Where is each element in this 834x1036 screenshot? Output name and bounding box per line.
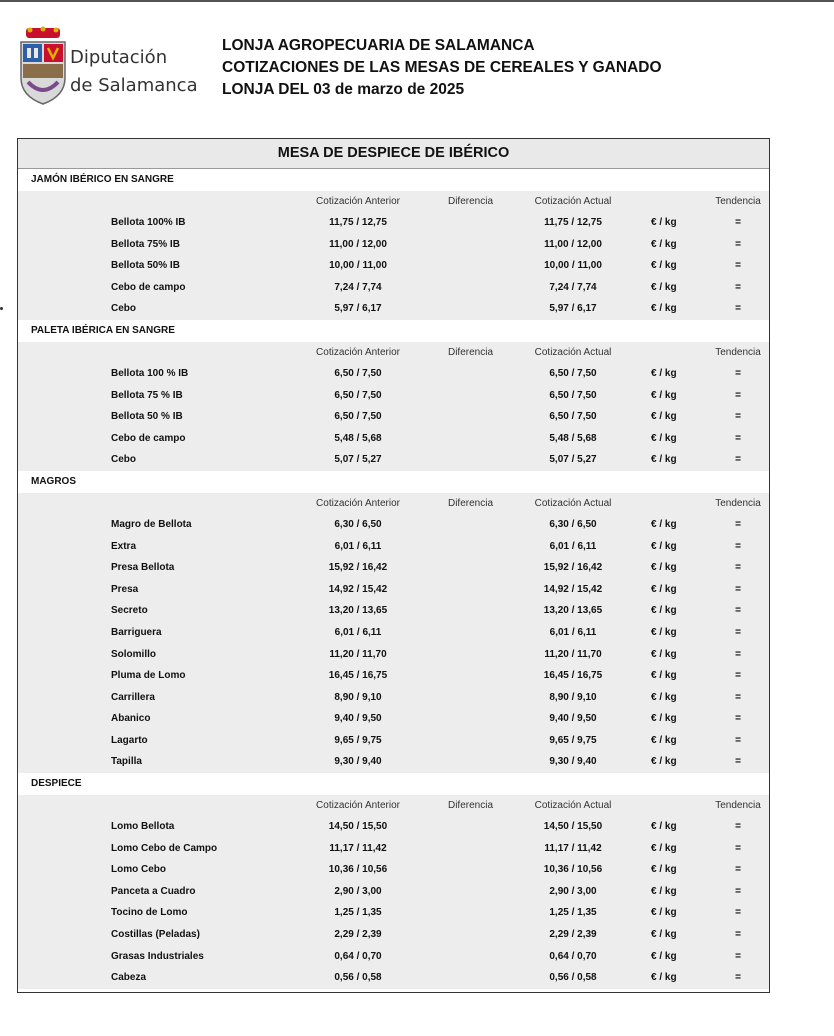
trend-value: = [735,217,741,228]
table-row [18,536,769,558]
section-title: DESPIECE [18,773,769,795]
table-row [18,428,769,450]
trend-value: = [735,260,741,272]
table-row [18,838,769,860]
header-line-3: LONJA DEL 03 de marzo de 2025 [222,81,465,98]
column-header-trend: Tendencia [715,196,761,207]
header-line-2: COTIZACIONES DE LAS MESAS DE CEREALES Y GANADO [222,59,662,76]
price-unit: € / kg [651,367,677,379]
previous-price: 5,97 / 6,17 [334,303,382,315]
current-price: 6,50 / 7,50 [549,389,597,401]
price-unit: € / kg [651,713,677,725]
previous-price: 6,01 / 6,11 [334,626,382,638]
current-price: 10,00 / 11,00 [544,260,602,272]
current-price: 5,07 / 5,27 [549,454,597,466]
price-unit: € / kg [651,562,677,574]
trend-value: = [735,562,741,574]
column-header-diff: Diferencia [447,196,494,207]
section-title: PALETA IBÉRICA EN SANGRE [18,320,769,342]
column-header-prev: Cotización Anterior [316,196,400,207]
price-unit: € / kg [651,605,677,617]
product-name: Bellota 100% IB [111,217,186,228]
table-row [18,859,769,881]
column-header-act: Cotización Actual [534,196,612,207]
current-price: 9,65 / 9,75 [549,734,597,746]
column-header-diff: Diferencia [447,800,494,812]
table-row [18,579,769,601]
current-price: 6,50 / 7,50 [549,367,597,379]
trend-value: = [735,950,741,962]
trend-value: = [735,713,741,725]
product-name: Cebo de campo [111,281,186,293]
previous-price: 6,01 / 6,11 [334,540,382,552]
product-name: Lomo Bellota [111,821,175,833]
diputacion-logo [18,26,198,108]
product-name: Lomo Cebo de Campo [111,842,218,854]
price-unit: € / kg [651,670,677,682]
current-price: 0,64 / 0,70 [549,950,597,962]
price-unit: € / kg [651,648,677,660]
previous-price: 14,50 / 15,50 [328,821,388,833]
price-unit: € / kg [651,950,677,962]
product-name: Bellota 75 % IB [111,389,183,401]
previous-price: 11,17 / 11,42 [329,842,387,854]
trend-value: = [735,540,741,552]
current-price: 11,75 / 12,75 [544,217,602,228]
column-header-prev: Cotización Anterior [316,800,400,812]
table-row [18,881,769,903]
table-row [18,924,769,946]
trend-value: = [735,303,741,315]
table-row [18,406,769,428]
trend-value: = [735,734,741,746]
trend-value: = [735,648,741,660]
price-unit: € / kg [651,540,677,552]
previous-price: 11,20 / 11,70 [329,648,387,660]
previous-price: 6,30 / 6,50 [334,518,382,530]
previous-price: 9,30 / 9,40 [334,756,382,768]
price-unit: € / kg [651,864,677,876]
current-price: 0,56 / 0,58 [549,972,597,984]
column-header-act: Cotización Actual [534,497,612,509]
column-header-prev: Cotización Anterior [316,346,400,358]
document-header [222,35,662,101]
product-name: Bellota 50% IB [111,260,180,272]
table-row [18,665,769,687]
product-name: Cebo de campo [111,432,186,444]
current-price: 9,30 / 9,40 [549,756,597,768]
previous-price: 14,92 / 15,42 [328,583,388,595]
current-price: 6,01 / 6,11 [549,540,597,552]
previous-price: 9,40 / 9,50 [334,713,382,725]
previous-price: 2,90 / 3,00 [334,885,382,897]
previous-price: 1,25 / 1,35 [334,907,382,919]
top-rule [0,0,834,2]
coat-of-arms-icon [18,26,68,108]
trend-value: = [735,238,741,250]
trend-value: = [735,454,741,466]
current-price: 13,20 / 13,65 [543,605,603,617]
table-row [18,644,769,666]
product-name: Abanico [111,713,151,725]
trend-value: = [735,842,741,854]
product-name: Lagarto [111,734,148,746]
price-unit: € / kg [651,303,677,315]
trend-value: = [735,518,741,530]
product-name: Grasas Industriales [111,950,204,962]
previous-price: 15,92 / 16,42 [328,562,388,574]
trend-value: = [735,972,741,984]
current-price: 11,00 / 12,00 [544,238,602,250]
previous-price: 7,24 / 7,74 [334,281,382,293]
trend-value: = [735,605,741,617]
current-price: 14,50 / 15,50 [543,821,603,833]
product-name: Secreto [111,605,148,617]
table-row [18,557,769,579]
product-name: Extra [111,540,137,552]
previous-price: 6,50 / 7,50 [334,367,382,379]
column-header-row [18,191,769,212]
trend-value: = [735,389,741,401]
trend-value: = [735,367,741,379]
previous-price: 11,00 / 12,00 [329,238,387,250]
column-header-diff: Diferencia [447,497,494,509]
trend-value: = [735,756,741,768]
logo-line-2: de Salamanca [70,75,198,96]
product-name: Bellota 75% IB [111,238,180,250]
table-row [18,212,769,234]
table-row [18,946,769,968]
product-name: Cabeza [111,972,147,984]
product-name: Tocino de Lomo [111,907,188,919]
product-name: Costillas (Peladas) [111,929,200,941]
price-unit: € / kg [651,518,677,530]
trend-value: = [735,821,741,833]
trend-value: = [735,626,741,638]
table-row [18,298,769,320]
table-row [18,363,769,385]
table-row [18,514,769,536]
current-price: 6,30 / 6,50 [549,518,597,530]
table-row [18,967,769,989]
table-row [18,385,769,407]
previous-price: 13,20 / 13,65 [328,605,388,617]
table-title: MESA DE DESPIECE DE IBÉRICO [18,139,769,169]
price-unit: € / kg [651,626,677,638]
current-price: 1,25 / 1,35 [549,907,597,919]
trend-value: = [735,907,741,919]
table-row [18,730,769,752]
table-row [18,255,769,277]
previous-price: 0,56 / 0,58 [334,972,382,984]
margin-dot [0,307,3,310]
previous-price: 6,50 / 7,50 [334,389,382,401]
price-unit: € / kg [651,260,677,272]
current-price: 5,97 / 6,17 [549,303,597,315]
table-row [18,600,769,622]
column-header-act: Cotización Actual [534,346,612,358]
product-name: Panceta a Cuadro [111,885,196,897]
previous-price: 0,64 / 0,70 [334,950,382,962]
previous-price: 10,36 / 10,56 [328,864,388,876]
current-price: 11,20 / 11,70 [544,648,602,660]
previous-price: 5,48 / 5,68 [334,432,382,444]
previous-price: 10,00 / 11,00 [329,260,387,272]
current-price: 15,92 / 16,42 [543,562,603,574]
product-name: Presa [111,583,139,595]
current-price: 6,01 / 6,11 [549,626,597,638]
column-header-act: Cotización Actual [534,800,612,812]
logo-line-1: Diputación [70,47,168,68]
price-unit: € / kg [651,885,677,897]
price-unit: € / kg [651,411,677,423]
price-unit: € / kg [651,454,677,466]
current-price: 10,36 / 10,56 [543,864,603,876]
section-title: MAGROS [18,471,769,493]
current-price: 6,50 / 7,50 [549,411,597,423]
price-unit: € / kg [651,842,677,854]
column-header-prev: Cotización Anterior [316,497,400,509]
table-row [18,708,769,730]
product-name: Lomo Cebo [111,864,166,876]
table-sections [18,169,769,989]
trend-value: = [735,864,741,876]
column-header-row [18,342,769,363]
product-name: Cebo [111,303,136,315]
product-name: Bellota 50 % IB [111,411,183,423]
current-price: 2,90 / 3,00 [549,885,597,897]
current-price: 5,48 / 5,68 [549,432,597,444]
previous-price: 6,50 / 7,50 [334,411,382,423]
price-unit: € / kg [651,389,677,401]
table-row [18,622,769,644]
price-unit: € / kg [651,734,677,746]
price-unit: € / kg [651,432,677,444]
trend-value: = [735,929,741,941]
trend-value: = [735,583,741,595]
table-row [18,277,769,299]
trend-value: = [735,432,741,444]
column-header-trend: Tendencia [715,346,761,358]
previous-price: 16,45 / 16,75 [328,670,388,682]
current-price: 2,29 / 2,39 [549,929,597,941]
product-name: Bellota 100 % IB [111,367,189,379]
current-price: 7,24 / 7,74 [549,281,597,293]
price-unit: € / kg [651,929,677,941]
previous-price: 9,65 / 9,75 [334,734,382,746]
product-name: Barriguera [111,626,162,638]
table-row [18,816,769,838]
product-name: Carrillera [111,691,155,703]
column-header-trend: Tendencia [715,497,761,509]
price-unit: € / kg [651,583,677,595]
current-price: 8,90 / 9,10 [549,691,597,703]
price-unit: € / kg [651,972,677,984]
product-name: Presa Bellota [111,562,175,574]
price-unit: € / kg [651,281,677,293]
product-name: Cebo [111,454,136,466]
price-unit: € / kg [651,217,677,228]
header-line-1: LONJA AGROPECUARIA DE SALAMANCA [222,37,535,54]
trend-value: = [735,691,741,703]
product-name: Tapilla [111,756,142,768]
product-name: Pluma de Lomo [111,670,186,682]
table-row [18,902,769,924]
price-unit: € / kg [651,691,677,703]
column-header-row [18,493,769,514]
price-unit: € / kg [651,238,677,250]
trend-value: = [735,885,741,897]
column-header-row [18,795,769,816]
trend-value: = [735,411,741,423]
price-unit: € / kg [651,821,677,833]
column-header-diff: Diferencia [447,346,494,358]
current-price: 14,92 / 15,42 [543,583,603,595]
price-unit: € / kg [651,907,677,919]
section-title: JAMÓN IBÉRICO EN SANGRE [18,169,769,191]
product-name: Solomillo [111,648,156,660]
current-price: 11,17 / 11,42 [544,842,602,854]
previous-price: 2,29 / 2,39 [334,929,382,941]
product-name: Magro de Bellota [111,518,192,530]
current-price: 9,40 / 9,50 [549,713,597,725]
table-row [18,751,769,773]
previous-price: 8,90 / 9,10 [334,691,382,703]
table-row [18,234,769,256]
previous-price: 11,75 / 12,75 [329,217,387,228]
price-unit: € / kg [651,756,677,768]
table-row [18,449,769,471]
table-row [18,687,769,709]
price-table [17,138,770,993]
trend-value: = [735,281,741,293]
logo-text [70,44,198,100]
current-price: 16,45 / 16,75 [543,670,603,682]
previous-price: 5,07 / 5,27 [334,454,382,466]
trend-value: = [735,670,741,682]
column-header-trend: Tendencia [715,800,761,812]
